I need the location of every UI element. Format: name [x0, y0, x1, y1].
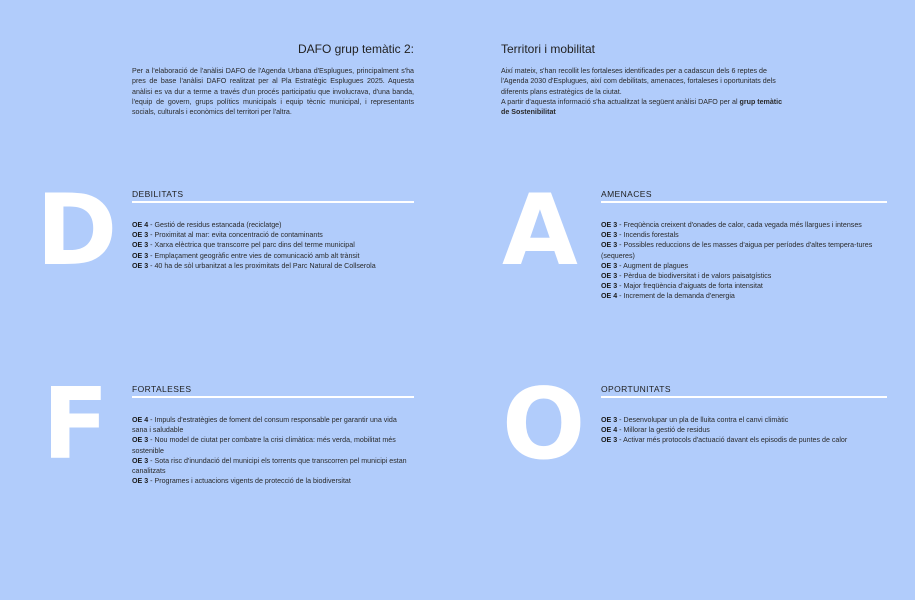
item-code: OE 3: [132, 251, 149, 260]
item-code: OE 3: [132, 231, 149, 240]
item-code: OE 3: [601, 221, 618, 229]
item-code: OE 3: [132, 456, 149, 465]
item-text: Augment de plagues: [623, 261, 689, 270]
item-code: OE 4: [132, 416, 149, 424]
intro-right-paragraph-1: Així mateix, s'han recollit les fortaleses identificades per a cadascun dels 6 reptes de l'Agenda 2030 d'Esplugues, així com debilitats, amenaces, fortaleses i oportunitats dels diferents plans estratègics de la ciutat.: [501, 67, 776, 96]
item-code: OE 3: [601, 272, 618, 281]
item-code: OE 3: [601, 416, 618, 424]
item-text: Millorar la gestió de residus: [623, 426, 710, 435]
intro-left-text: [132, 66, 414, 117]
item-text: Activar més protocols d'actuació davant els episodis de puntes de calor: [623, 436, 848, 445]
item-code: OE 3: [132, 241, 149, 250]
fortaleses-title: FORTALESES: [132, 384, 192, 394]
oportunitats-divider: [601, 396, 887, 398]
item-text: 40 ha de sòl urbanitzat a les proximitats del Parc Natural de Collserola: [154, 261, 376, 270]
oportunitats-list: [601, 415, 891, 446]
item-code: OE 3: [601, 261, 618, 270]
intro-right-paragraph-2-bold: grup temàtic de Sostenibilitat: [501, 97, 783, 117]
list-item: OE 4 - Increment de la demanda d'energia: [601, 292, 735, 301]
list-item: OE 3 - Emplaçament geogràfic entre vies de comunicació amb alt trànsit: [132, 251, 360, 260]
item-text: Programes i actuacions vigents de protecció de la biodiversitat: [154, 477, 351, 486]
page-title-left: DAFO grup temàtic 2:: [297, 42, 414, 56]
oportunitats-title: OPORTUNITATS: [601, 384, 671, 394]
item-code: OE 4: [601, 426, 618, 435]
list-item: OE 3 - Sota risc d'inundació del municipi els torrents que transcorren pel municipi estan canalitzats: [132, 456, 407, 476]
item-code: OE 3: [132, 436, 149, 445]
item-text: Gestió de residus estancada (reciclatge): [154, 221, 282, 229]
item-text: Possibles reduccions de les masses d'aigua per períodes d'altes tempera-tures (sequeres): [601, 241, 873, 260]
fortaleses-list: [132, 415, 407, 486]
item-text: Increment de la demanda d'energia: [623, 292, 735, 301]
item-text: Pèrdua de biodiversitat i de valors paisatgístics: [623, 272, 772, 281]
item-text: Impuls d'estratègies de foment del consum responsable per garantir una vida sana i saludable: [132, 416, 397, 435]
list-item: OE 3 - Programes i actuacions vigents de protecció de la biodiversitat: [132, 477, 351, 486]
fortaleses-divider: [132, 396, 414, 398]
item-code: OE 4: [601, 292, 618, 301]
item-text: Proximitat al mar: evita concentració de contaminants: [154, 231, 323, 240]
list-item: OE 3 - Major freqüència d'aiguats de forta intensitat: [601, 282, 763, 291]
item-text: Incendis forestals: [623, 231, 679, 240]
amenaces-title: AMENACES: [601, 189, 652, 199]
item-code: OE 3: [132, 477, 149, 486]
list-item: OE 3 - Pèrdua de biodiversitat i de valors paisatgístics: [601, 272, 772, 281]
debilitats-title: DEBILITATS: [132, 189, 184, 199]
list-item: OE 3 - Incendis forestals: [601, 231, 679, 240]
list-item: OE 4 - Gestió de residus estancada (reciclatge): [132, 221, 282, 229]
page-title-right: Territori i mobilitat: [501, 42, 596, 56]
list-item: OE 3 - Xarxa elèctrica que transcorre pel parc dins del terme municipal: [132, 241, 355, 250]
letter-a: A: [502, 174, 578, 288]
intro-left-paragraph: Per a l'elaboració de l'anàlisi DAFO de l'Agenda Urbana d'Esplugues, principalment s'ha pres de base l'anàlisi DAFO realitzat per al Pla Estratègic Esplugues 2025. Aquesta anàlisi es va dur a terme a través d'un procés participatiu que involucrava, d'una banda, l'equip de govern, grups polítics municipals i equip tècnic municipal, i representants socials, culturals i econòmics del territori per l'altra.: [132, 67, 414, 117]
item-text: Sota risc d'inundació del municipi els torrents que transcorren pel municipi estan canalitzats: [132, 456, 407, 476]
amenaces-divider: [601, 201, 887, 203]
item-code: OE 3: [132, 261, 149, 270]
letter-o: O: [502, 368, 586, 482]
list-item: OE 3 - Augment de plagues: [601, 261, 689, 270]
item-text: Major freqüència d'aiguats de forta intensitat: [623, 282, 763, 291]
item-code: OE 3: [601, 282, 618, 291]
list-item: OE 3 - Activar més protocols d'actuació davant els episodis de puntes de calor: [601, 436, 848, 445]
list-item: OE 3 - Freqüència creixent d'onades de calor, cada vegada més llargues i intenses: [601, 221, 862, 229]
item-code: OE 3: [601, 241, 618, 250]
list-item: OE 4 - Millorar la gestió de residus: [601, 426, 710, 435]
item-code: OE 3: [601, 231, 618, 240]
list-item: OE 3 - Nou model de ciutat per combatre la crisi climàtica: més verda, mobilitat més sostenible: [132, 436, 396, 455]
item-code: OE 3: [601, 436, 618, 445]
intro-right-paragraph-2-text: A partir d'aquesta informació s'ha actualitzat la següent anàlisi DAFO per al: [501, 97, 740, 106]
item-text: Xarxa elèctrica que transcorre pel parc dins del terme municipal: [154, 241, 355, 250]
list-item: OE 3 - Possibles reduccions de les masses d'aigua per períodes d'altes tempera-tures (sequeres): [601, 241, 873, 260]
item-text: Nou model de ciutat per combatre la crisi climàtica: més verda, mobilitat més sostenible: [132, 436, 396, 455]
debilitats-divider: [132, 201, 414, 203]
item-text: Freqüència creixent d'onades de calor, cada vegada més llargues i intenses: [623, 221, 862, 229]
item-text: Desenvolupar un pla de lluita contra el canvi climàtic: [623, 416, 789, 424]
debilitats-list: [132, 220, 422, 271]
list-item: OE 3 - Desenvolupar un pla de lluita contra el canvi climàtic: [601, 416, 789, 424]
intro-right-paragraph-2: [501, 97, 783, 118]
intro-right-text: [501, 66, 783, 117]
list-item: OE 3 - 40 ha de sòl urbanitzat a les proximitats del Parc Natural de Collserola: [132, 261, 376, 270]
item-code: OE 4: [132, 221, 149, 229]
letter-d: D: [36, 174, 118, 288]
list-item: OE 3 - Proximitat al mar: evita concentració de contaminants: [132, 231, 323, 240]
item-text: Emplaçament geogràfic entre vies de comunicació amb alt trànsit: [154, 251, 360, 260]
list-item: OE 4 - Impuls d'estratègies de foment del consum responsable per garantir una vida sana i saludable: [132, 416, 397, 435]
amenaces-list: [601, 220, 885, 302]
letter-f: F: [42, 368, 109, 482]
